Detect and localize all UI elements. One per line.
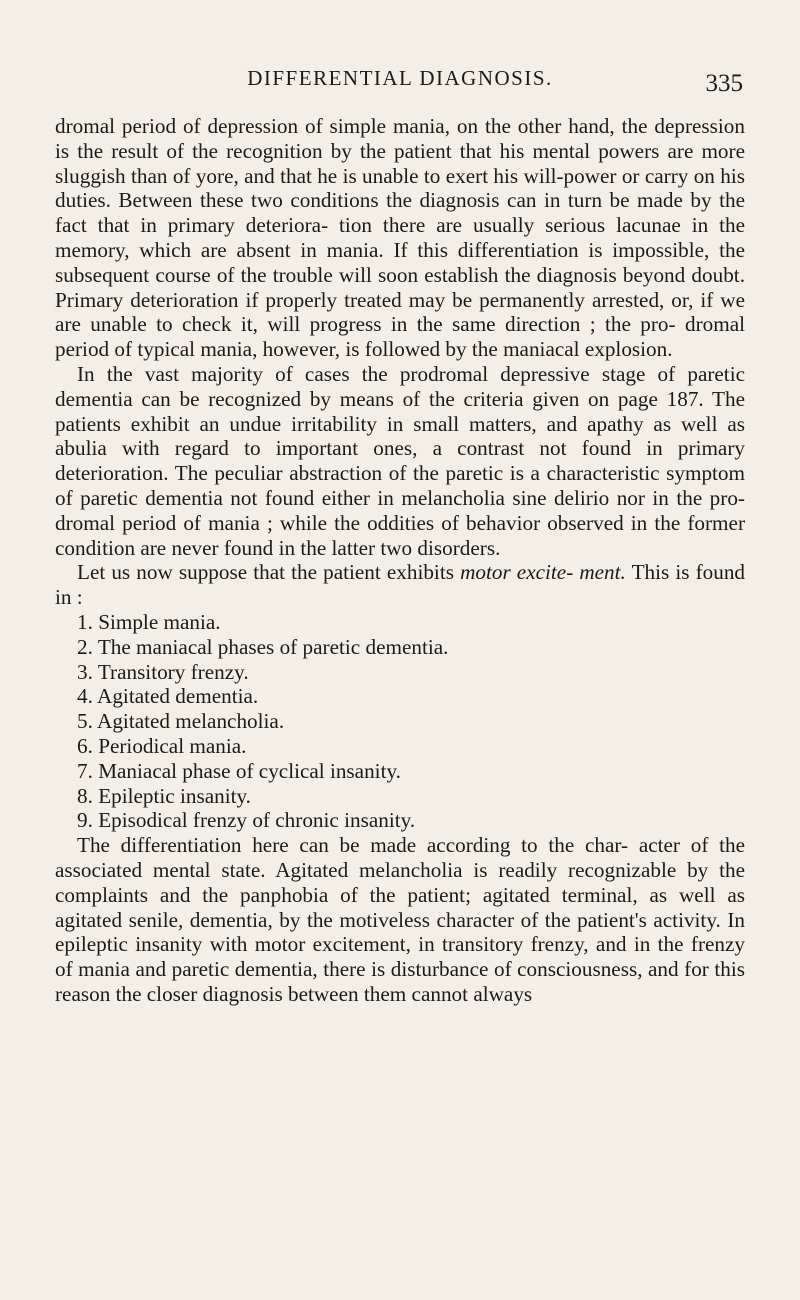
list-item-text: Simple mania. — [98, 609, 221, 634]
list-item — [77, 808, 745, 833]
page-number: 335 — [705, 70, 743, 97]
list-item — [77, 784, 745, 809]
list-item-number: 1. — [77, 609, 93, 634]
list-item — [77, 709, 745, 734]
paragraph-continuation: dromal period of depression of simple mania, on the other hand, the depression is the result of the recognition by the patient that his mental powers are more sluggish than of yore, and that he is unable to exert his will-power or carry on his duties. Between these two conditions the diagnosis can in turn be made by the fact that in primary deteriora- tion there are usually serious lacunae in the memory, which are absent in mania. If this differentiation is impossible, the subsequent course of the trouble will soon establish the diagnosis beyond doubt. Primary deterioration if properly treated may be permanently arrested, or, if we are unable to check it, will progress in the same direction ; the pro- dromal period of typical mania, however, is followed by the maniacal explosion. — [55, 114, 745, 362]
motor-found-in-text: This is found in : — [55, 560, 746, 610]
list-item-number: 7. — [77, 758, 93, 783]
list-item — [77, 759, 745, 784]
list-item-number: 9. — [77, 808, 93, 833]
list-item — [77, 610, 745, 635]
list-item-number: 2. — [77, 634, 93, 659]
list-item — [77, 660, 745, 685]
paragraph-motor-excitement — [55, 560, 745, 610]
body-text — [55, 114, 745, 1007]
list-item-number: 6. — [77, 733, 93, 758]
list-item — [77, 734, 745, 759]
list-item-text: Episodical frenzy of chronic insanity. — [98, 808, 416, 833]
list-item-text: Epileptic insanity. — [98, 783, 251, 808]
list-item-number: 4. — [77, 684, 93, 709]
paragraph-paretic-dementia: In the vast majority of cases the prodromal depressive stage of paretic dementia can be recognized by means of the criteria given on page 187. The patients exhibit an undue irritability in small matters, and apathy as well as abulia with regard to important ones, a contrast not found in primary deterioration. The peculiar abstraction of the paretic is a characteristic symptom of paretic dementia not found either in melancholia sine delirio nor in the pro- dromal period of mania ; while the oddities of behavior observed in the former condition are never found in the latter two disorders. — [55, 361, 745, 560]
motor-excitement-term: motor excite- ment. — [460, 560, 626, 585]
list-item-text: Agitated dementia. — [97, 684, 259, 709]
list-item — [77, 684, 745, 709]
paragraph-differentiation: The differentiation here can be made according to the char- acter of the associated mental state. Agitated melancholia is readily recognizable by the complaints and the panphobia of the patient; agitated terminal, as well as agitated senile, dementia, by the motiveless character of the patient's activity. In epileptic insanity with motor excitement, in transitory frenzy, and in the frenzy of mania and paretic dementia, there is disturbance of consciousness, and for this reason the closer diagnosis between them cannot always — [55, 833, 745, 1006]
list-item-number: 3. — [77, 659, 93, 684]
list-item-number: 5. — [77, 709, 93, 734]
page-header — [0, 62, 800, 102]
list-item-text: The maniacal phases of paretic dementia. — [97, 634, 449, 659]
list-item — [77, 635, 745, 660]
motor-excitement-list — [55, 610, 745, 833]
list-item-text: Periodical mania. — [98, 733, 247, 758]
list-item-text: Transitory frenzy. — [97, 659, 249, 684]
list-item-text: Maniacal phase of cyclical insanity. — [98, 758, 401, 783]
list-item-text: Agitated melancholia. — [97, 709, 285, 734]
list-item-number: 8. — [77, 783, 93, 808]
motor-intro-text: Let us now suppose that the patient exhibits — [77, 560, 454, 585]
running-head: DIFFERENTIAL DIAGNOSIS. — [247, 66, 553, 90]
